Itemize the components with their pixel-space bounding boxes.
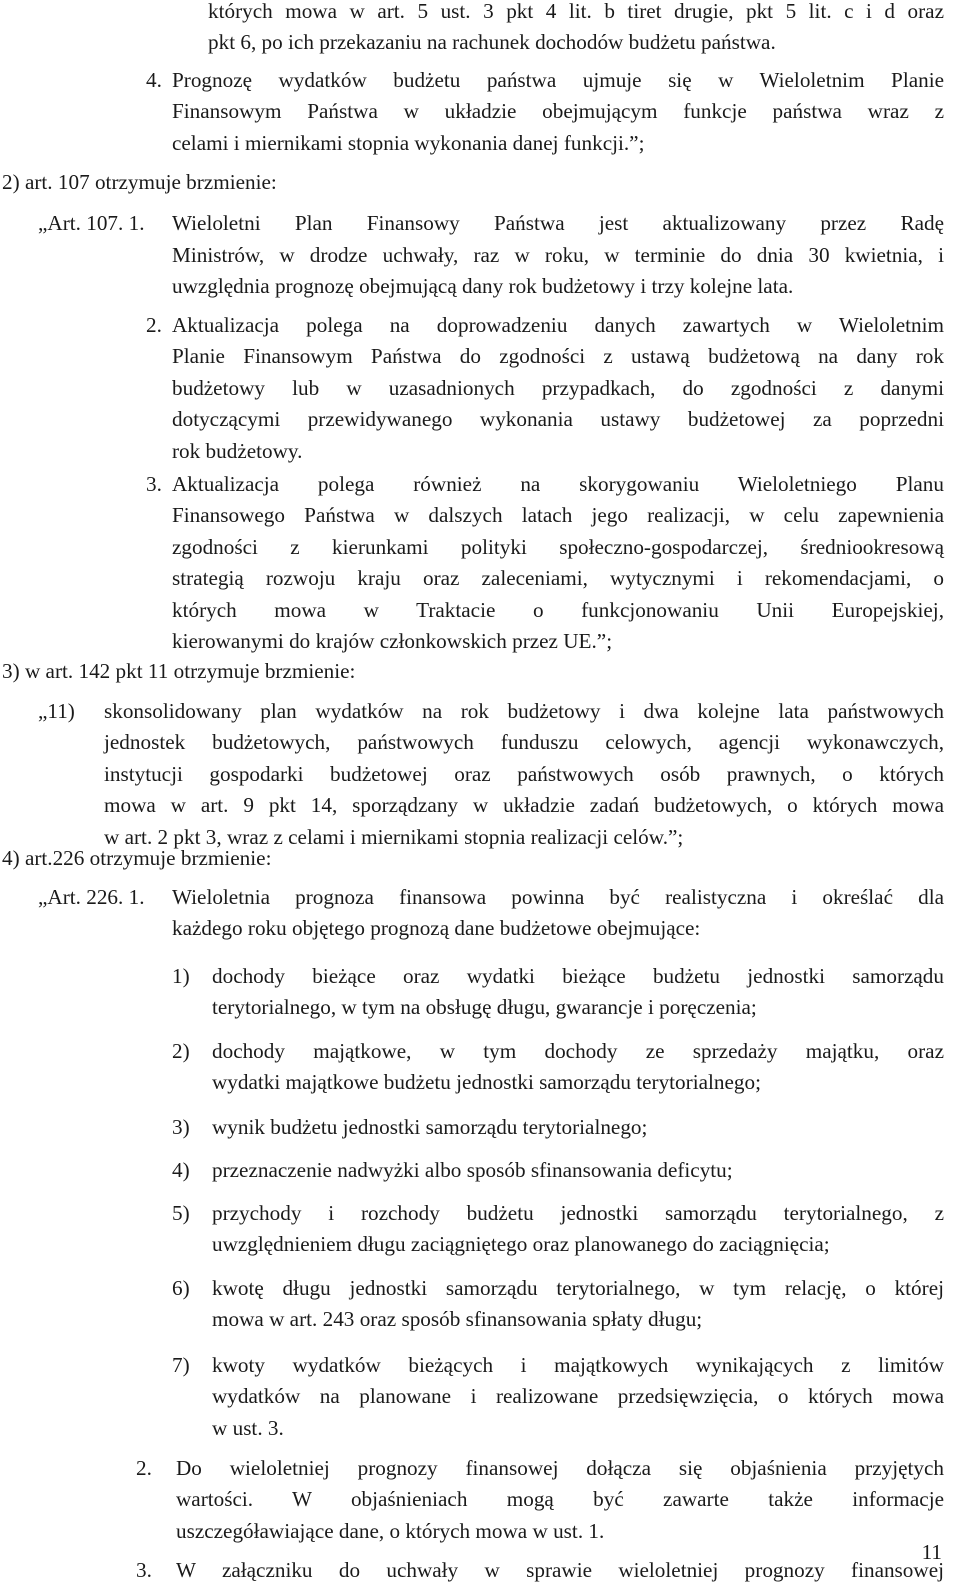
point-4-label: 4) art.226 otrzymuje brzmienie: — [2, 846, 272, 870]
item-4-paragraph — [172, 65, 944, 159]
text-line: których mowa w Traktacie o funkcjonowaniu Unii Europejskiej, — [172, 597, 944, 622]
text-line: Prognozę wydatków budżetu państwa ujmuje się w Wieloletnim Planie — [172, 68, 944, 92]
text-line: W załączniku do uchwały w sprawie wieloletniej prognozy finansowej — [176, 1558, 944, 1582]
list-item-number: 3) — [172, 1115, 190, 1139]
text-line: jednostek budżetowych, państwowych funduszu celowych, agencji wykonawczych, — [104, 730, 944, 755]
list-item-number: 7) — [172, 1353, 190, 1377]
art-107-para-1-cont — [172, 240, 944, 303]
art-107-heading: „Art. 107. 1. — [38, 211, 145, 235]
list-item-number: 2) — [172, 1039, 190, 1063]
list-item-number: 1) — [172, 964, 190, 988]
paragraph-number: 2. — [136, 1456, 152, 1480]
art-226-intro-cont — [172, 913, 944, 944]
art-226-para-3 — [176, 1555, 944, 1586]
paragraph-number: 2. — [146, 313, 162, 337]
art-226-heading: „Art. 226. 1. — [38, 885, 145, 909]
text-line: zgodności z kierunkami polityki społeczno-gospodarczej, średniookresową — [172, 534, 944, 559]
paragraph-number: 3. — [146, 472, 162, 496]
text-line: skonsolidowany plan wydatków na rok budżetowy i dwa kolejne lata państwowych — [104, 699, 944, 723]
text-line: pkt 6, po ich przekazaniu na rachunek dochodów budżetu państwa. — [208, 30, 776, 55]
text-line: Finansowego Państwa w dalszych latach jego realizacji, w celu zapewnienia — [172, 503, 944, 528]
art-142-paragraph — [104, 696, 944, 853]
text-line: Do wieloletniej prognozy finansowej dołącza się objaśnienia przyjętych — [176, 1456, 944, 1480]
text-line: rok budżetowy. — [172, 438, 303, 463]
art-107-para-2 — [172, 310, 944, 467]
text-line: kwoty wydatków bieżących i majątkowych wynikających z limitów — [212, 1353, 944, 1377]
text-line: Ministrów, w drodze uchwały, raz w roku, w terminie do dnia 30 kwietnia, i — [172, 243, 944, 267]
text-line: celami i miernikami stopnia wykonania danej funkcji.”; — [172, 130, 645, 155]
list-item: wynik budżetu jednostki samorządu terytorialnego; — [212, 1115, 648, 1139]
text-line: kwotę długu jednostki samorządu terytorialnego, w tym relację, o której — [212, 1276, 944, 1300]
point-3-label: 3) w art. 142 pkt 11 otrzymuje brzmienie: — [2, 659, 356, 683]
text-line: mowa w art. 243 oraz sposób sfinansowania spłaty długu; — [212, 1307, 703, 1332]
page-number: 11 — [921, 1540, 942, 1564]
text-line: uwzględnia prognozę obejmującą dany rok budżetowy i trzy kolejne lata. — [172, 274, 794, 299]
text-line: uwzględnieniem długu zaciągniętego oraz planowanego do zaciągnięcia; — [212, 1232, 830, 1257]
text-line: wydatków na planowane i realizowane przedsięwzięcia, o których mowa — [212, 1384, 944, 1409]
art-226-para-2 — [176, 1453, 944, 1547]
text-line: przychody i rozchody budżetu jednostki samorządu terytorialnego, z — [212, 1201, 944, 1225]
text-line: których mowa w art. 5 ust. 3 pkt 4 lit. b tiret drugie, pkt 5 lit. c i d oraz — [208, 0, 944, 23]
list-item-number: 4) — [172, 1158, 190, 1182]
text-line: w ust. 3. — [212, 1415, 284, 1440]
text-line: Wieloletni Plan Finansowy Państwa jest aktualizowany przez Radę — [172, 211, 944, 235]
list-item-number: 6) — [172, 1276, 190, 1300]
text-line: Aktualizacja polega na doprowadzeniu danych zawartych w Wieloletnim — [172, 313, 944, 337]
text-line: terytorialnego, w tym na obsługę długu, gwarancje i poręczenia; — [212, 995, 757, 1020]
item-number: „11) — [38, 699, 75, 723]
list-item — [212, 1273, 944, 1336]
list-item-number: 5) — [172, 1201, 190, 1225]
text-line: dochody bieżące oraz wydatki bieżące budżetu jednostki samorządu — [212, 964, 944, 988]
text-line: Finansowym Państwa w układzie obejmującym funkcje państwa wraz z — [172, 99, 944, 124]
list-item — [212, 961, 944, 1024]
art-226-intro — [172, 882, 944, 913]
art-107-para-1 — [172, 208, 944, 239]
list-item — [212, 1036, 944, 1099]
text-line: Wieloletnia prognoza finansowa powinna być realistyczna i określać dla — [172, 885, 944, 909]
text-line: uszczegóławiające dane, o których mowa w ust. 1. — [176, 1518, 605, 1543]
text-line: każdego roku objętego prognozą dane budżetowe obejmujące: — [172, 916, 701, 940]
list-item: przeznaczenie nadwyżki albo sposób sfinansowania deficytu; — [212, 1158, 733, 1182]
continuation-paragraph — [208, 0, 944, 59]
text-line: wydatki majątkowe budżetu jednostki samorządu terytorialnego; — [212, 1070, 761, 1095]
text-line: kierowanymi do krajów członkowskich przez UE.”; — [172, 629, 613, 654]
text-line: budżetowy lub w uzasadnionych przypadkach, do zgodności z danymi — [172, 375, 944, 400]
list-item — [212, 1350, 944, 1444]
text-line: instytucji gospodarki budżetowej oraz państwowych osób prawnych, o których — [104, 761, 944, 786]
text-line: wartości. W objaśnieniach mogą być zawarte także informacje — [176, 1487, 944, 1512]
text-line: dotyczącymi przewidywanego wykonania ustawy budżetowej za poprzedni — [172, 407, 944, 432]
text-line: dochody majątkowe, w tym dochody ze sprzedaży majątku, oraz — [212, 1039, 944, 1063]
art-107-para-3 — [172, 469, 944, 657]
list-item — [212, 1198, 944, 1261]
text-line: Aktualizacja polega również na skorygowaniu Wieloletniego Planu — [172, 472, 944, 496]
point-2-label: 2) art. 107 otrzymuje brzmienie: — [2, 170, 277, 194]
text-line: Planie Finansowym Państwa do zgodności z ustawą budżetową na dany rok — [172, 344, 944, 369]
paragraph-number: 3. — [136, 1558, 152, 1582]
item-number: 4. — [146, 68, 162, 92]
text-line: w art. 2 pkt 3, wraz z celami i miernikami stopnia realizacji celów.”; — [104, 824, 684, 849]
text-line: strategią rozwoju kraju oraz zaleceniami, wytycznymi i rekomendacjami, o — [172, 566, 944, 591]
text-line: mowa w art. 9 pkt 14, sporządzany w układzie zadań budżetowych, o których mowa — [104, 793, 944, 818]
